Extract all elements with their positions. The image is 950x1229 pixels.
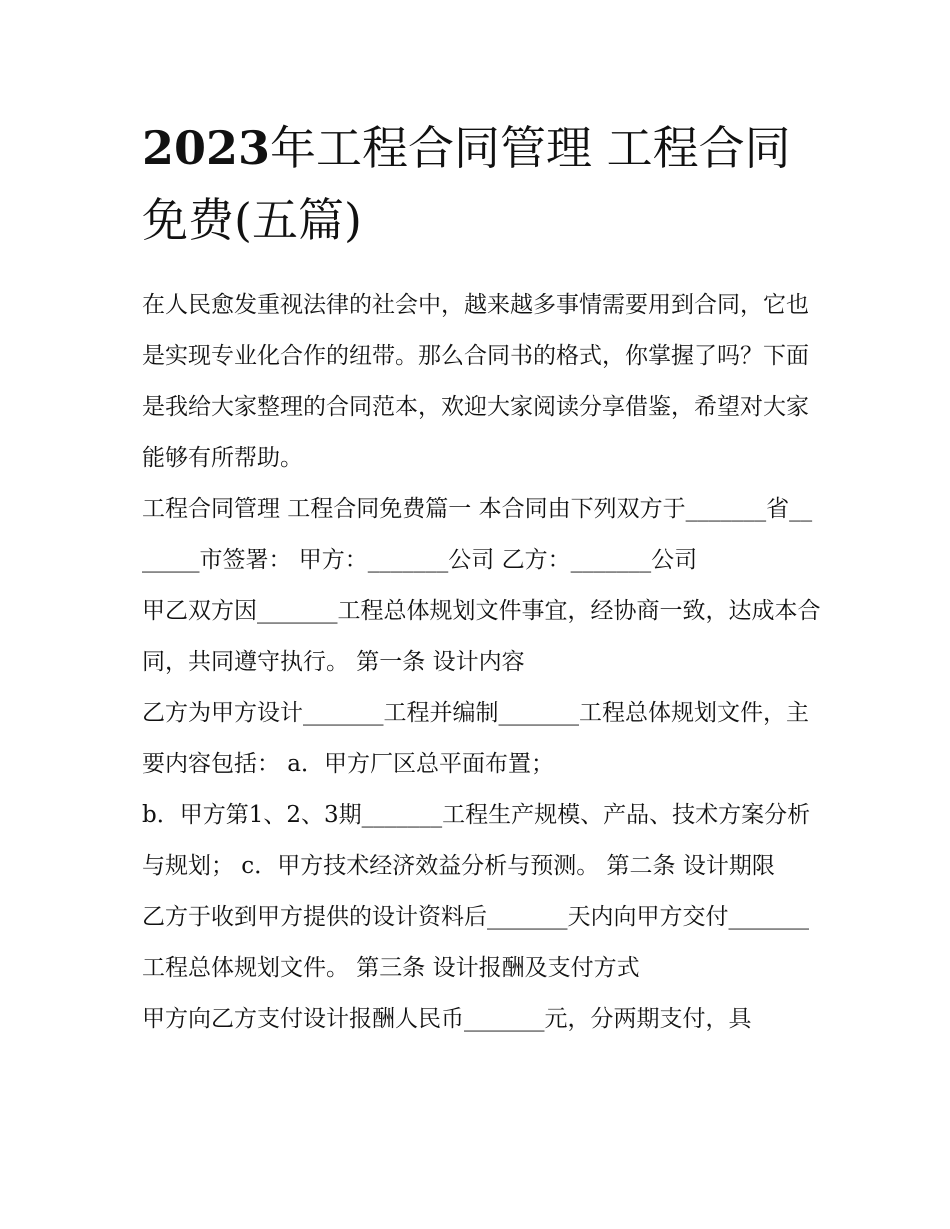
paragraph-contract-parties: 工程合同管理 工程合同免费篇一 本合同由下列双方于_______省_______市签署： 甲方：_______公司 乙方：_______公司 bbox=[142, 496, 813, 573]
paragraph-design-period: 乙方于收到甲方提供的设计资料后_______天内向甲方交付_______工程总体规划文件。 第三条 设计报酬及支付方式 bbox=[142, 904, 809, 981]
paragraph-design-items: b．甲方第1、2、3期_______工程生产规模、产品、技术方案分析与规划； c．甲方技术经济效益分析与预测。 第二条 设计期限 bbox=[142, 802, 811, 879]
title-year: 2023 bbox=[142, 121, 271, 175]
document-body bbox=[142, 280, 822, 1045]
paragraph-intro: 在人民愈发重视法律的社会中，越来越多事情需要用到合同，它也是实现专业化合作的纽带。那么合同书的格式，你掌握了吗？下面是我给大家整理的合同范本，欢迎大家阅读分享借鉴，希望对大家能够有所帮助。 bbox=[142, 292, 809, 471]
document-page bbox=[142, 112, 822, 1045]
document-title bbox=[142, 112, 822, 256]
paragraph-design-content: 乙方为甲方设计_______工程并编制_______工程总体规划文件，主要内容包括： a．甲方厂区总平面布置； bbox=[142, 700, 809, 777]
paragraph-payment: 甲方向乙方支付设计报酬人民币_______元，分两期支付，具 bbox=[142, 1006, 752, 1032]
title-text: 年工程合同管理 工程合同免费(五篇) bbox=[142, 121, 791, 247]
paragraph-agreement: 甲乙双方因_______工程总体规划文件事宜，经协商一致，达成本合同，共同遵守执行。 第一条 设计内容 bbox=[142, 598, 821, 675]
